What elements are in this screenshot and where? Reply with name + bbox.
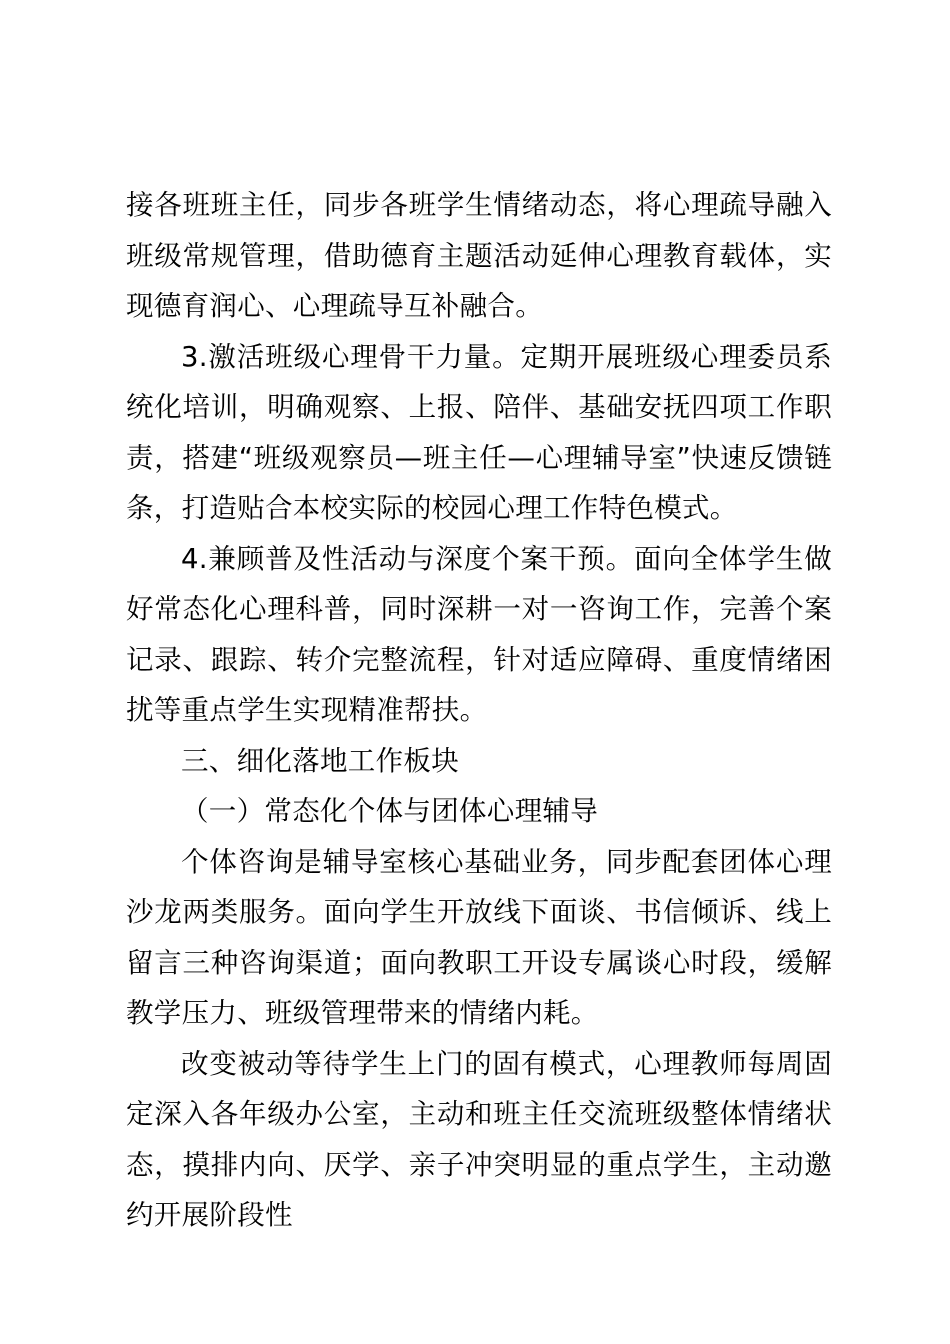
paragraph-continuation: 接各班班主任，同步各班学生情绪动态，将心理疏导融入班级常规管理，借助德育主题活动延伸心理教育载体，实现德育润心、心理疏导互补融合。 bbox=[126, 189, 832, 322]
paragraph-counseling-services: 个体咨询是辅导室核心基础业务，同步配套团体心理沙龙两类服务。面向学生开放线下面谈、书信倾诉、线上留言三种咨询渠道；面向教职工开设专属谈心时段，缓解教学压力、班级管理带来的情绪内耗。 bbox=[126, 845, 832, 1029]
paragraph-case-intervention: 4.兼顾普及性活动与深度个案干预。面向全体学生做好常态化心理科普，同时深耕一对一咨询工作，完善个案记录、跟踪、转介完整流程，针对适应障碍、重度情绪困扰等重点学生实现精准帮扶。 bbox=[126, 542, 832, 726]
paragraph-cadre-training: 3.激活班级心理骨干力量。定期开展班级心理委员系统化培训，明确观察、上报、陪伴、基础安抚四项工作职责，搭建“班级观察员—班主任—心理辅导室”快速反馈链条，打造贴合本校实际的校园心理工作特色模式。 bbox=[126, 340, 832, 524]
paragraph-proactive-outreach: 改变被动等待学生上门的固有模式，心理教师每周固定深入各年级办公室，主动和班主任交流班级整体情绪状态，摸排内向、厌学、亲子冲突明显的重点学生，主动邀约开展阶段性 bbox=[126, 1047, 832, 1231]
document-body bbox=[126, 180, 832, 1241]
section-heading: 三、细化落地工作板块 bbox=[181, 744, 459, 777]
subsection-heading: （一）常态化个体与团体心理辅导 bbox=[181, 795, 598, 827]
